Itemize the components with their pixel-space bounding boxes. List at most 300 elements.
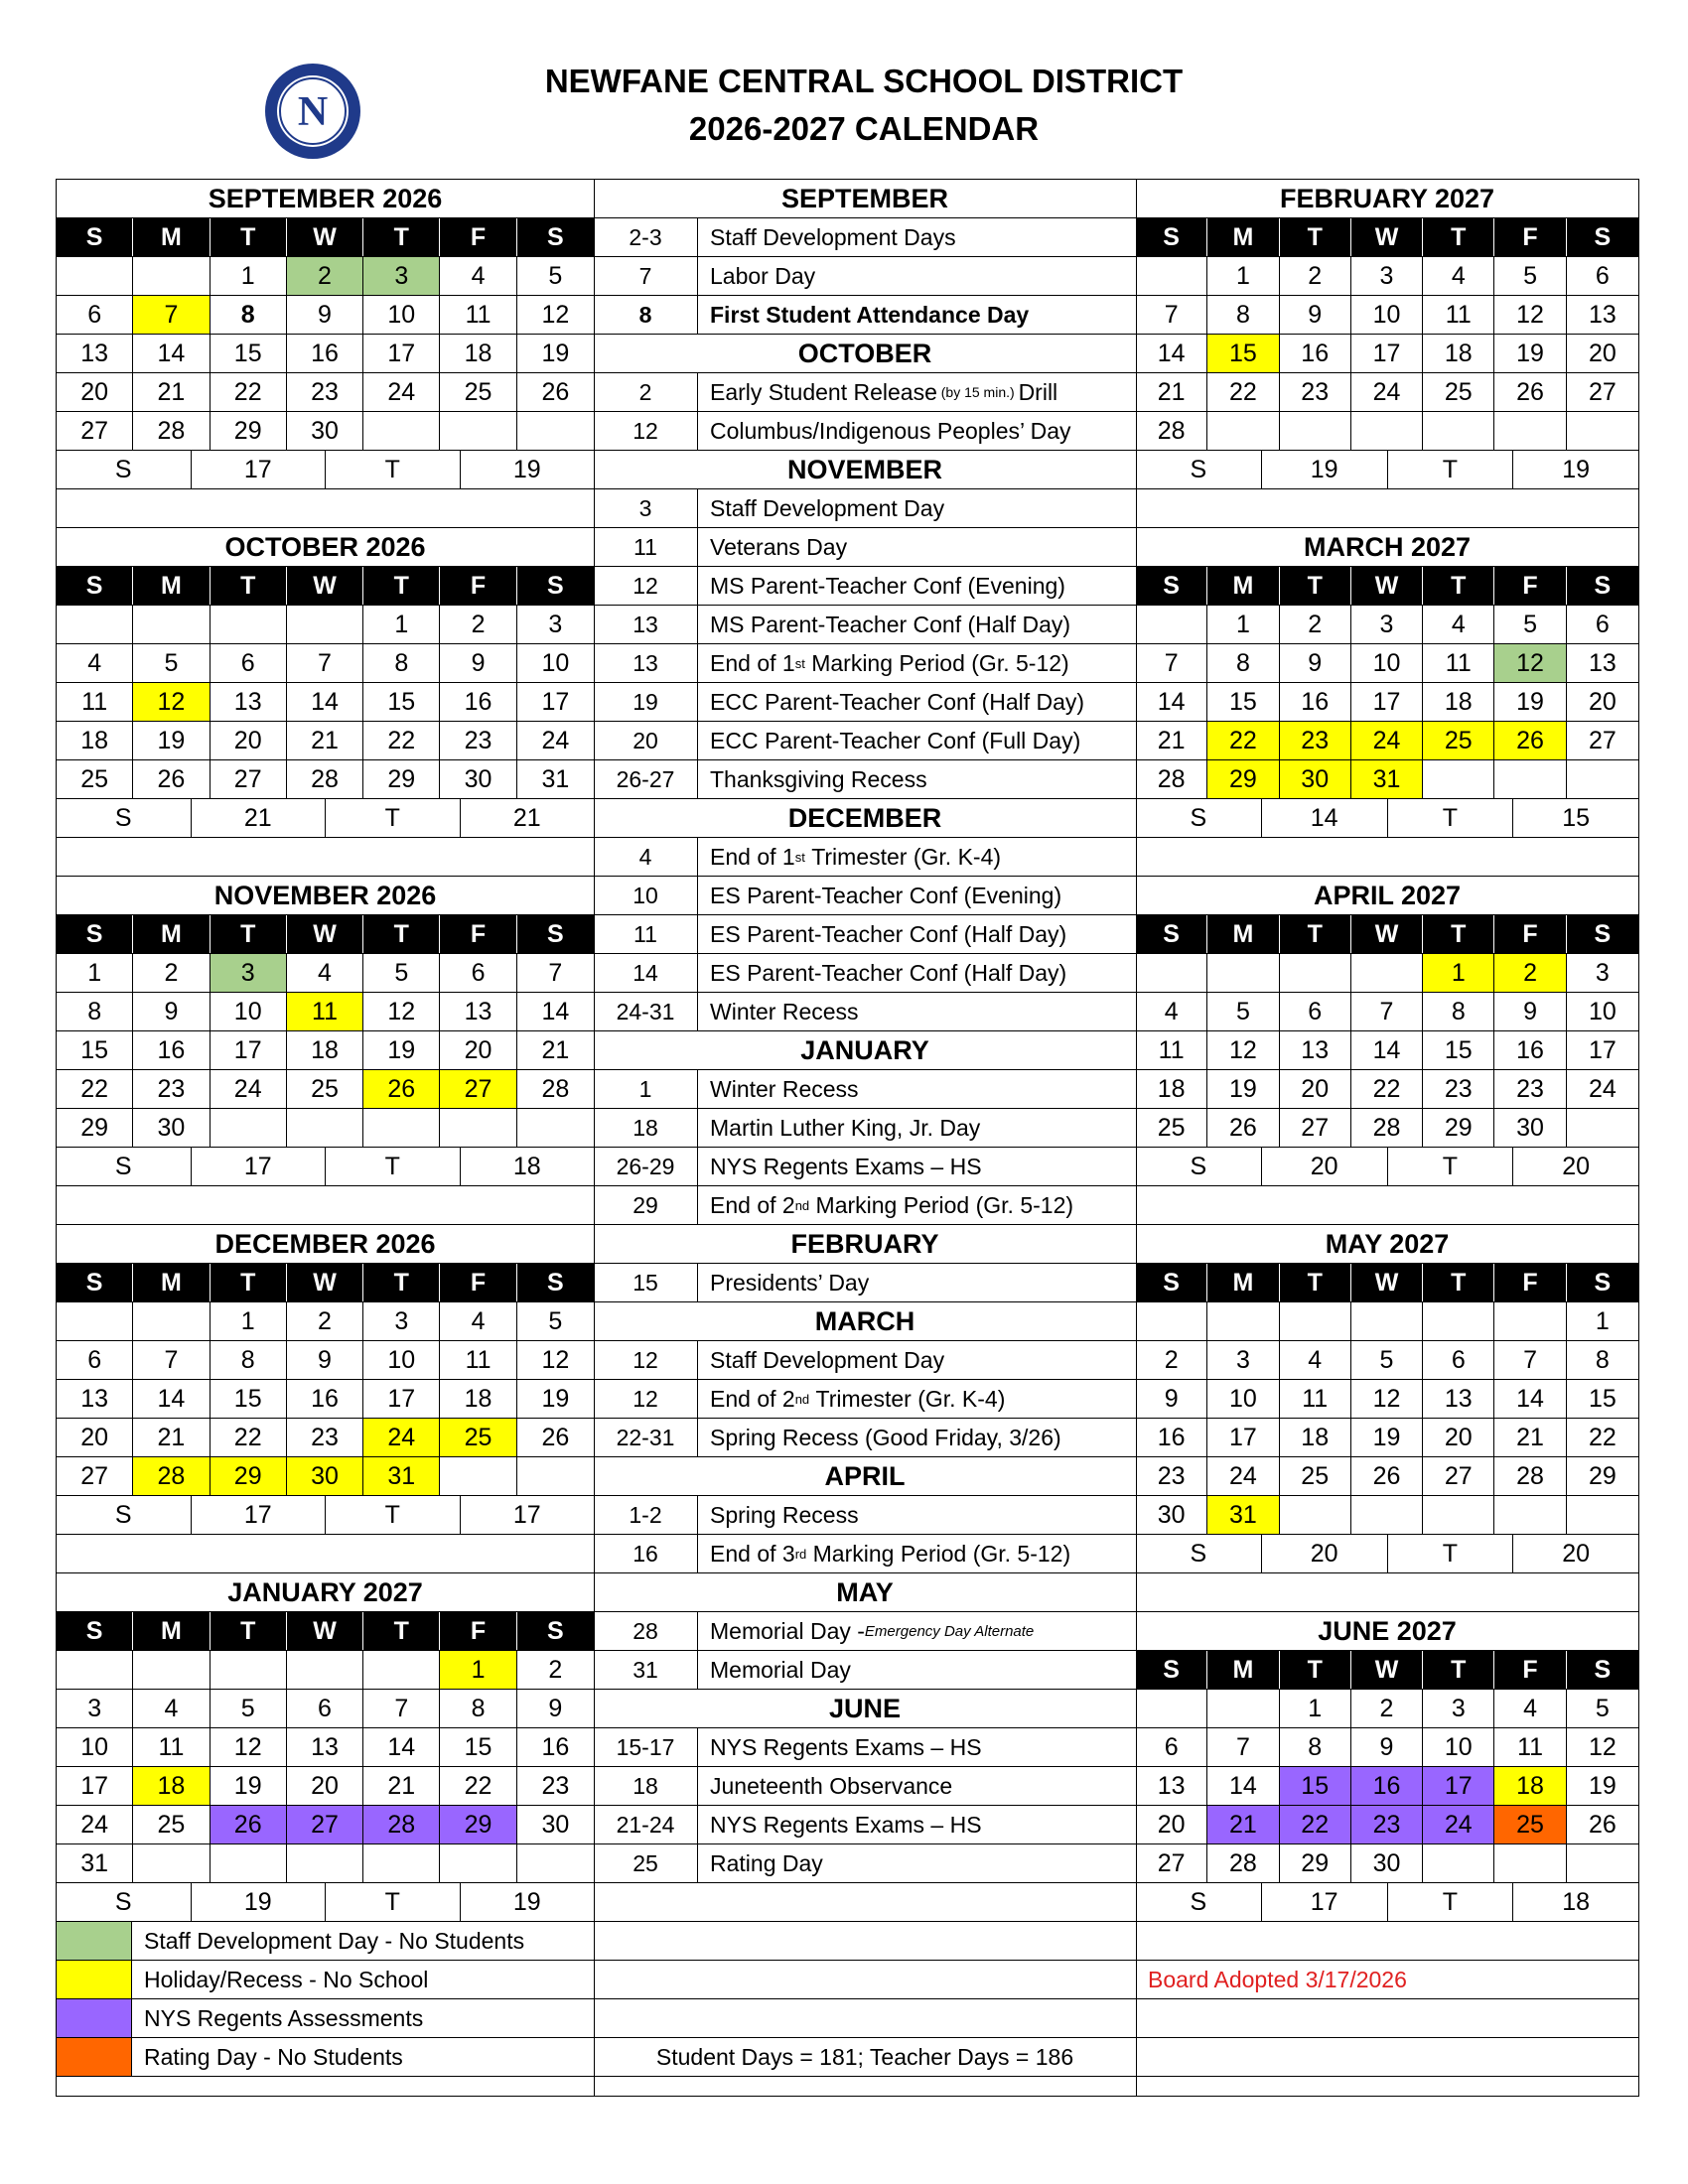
event-item bbox=[594, 1806, 1136, 1843]
day-cell: 16 bbox=[1494, 1031, 1566, 1069]
event-name bbox=[698, 1651, 1136, 1689]
day-cell: 17 bbox=[363, 1380, 440, 1418]
event-name bbox=[698, 1070, 1136, 1108]
event-item bbox=[594, 489, 1136, 527]
event-label: ECC Parent-Teacher Conf (Half Day) bbox=[710, 688, 1085, 715]
day-cell: 23 bbox=[1351, 1806, 1423, 1843]
weekday-cell: S bbox=[57, 1264, 133, 1301]
day-cell: 26 bbox=[211, 1806, 287, 1843]
legend-item bbox=[57, 1922, 594, 1960]
day-cell: 3 bbox=[1595, 959, 1610, 987]
week-grid bbox=[57, 373, 594, 411]
event-item bbox=[594, 683, 1136, 721]
day-cell: 26 bbox=[541, 1424, 570, 1451]
day-cell: 2 bbox=[287, 257, 363, 295]
day-cell: 28 bbox=[363, 1806, 440, 1843]
week-row bbox=[57, 412, 594, 451]
event-item bbox=[594, 606, 1136, 643]
day-cell: 1 bbox=[1423, 954, 1494, 992]
day-cell: 13 bbox=[1423, 1380, 1494, 1418]
month-title-text: OCTOBER 2026 bbox=[224, 532, 426, 562]
day-cell: 5 bbox=[1494, 606, 1566, 643]
event-row bbox=[594, 1806, 1136, 1844]
day-cell: 24 bbox=[1207, 1457, 1279, 1495]
event-label: Winter Recess bbox=[710, 998, 859, 1024]
week-grid bbox=[57, 644, 594, 682]
day-cell bbox=[363, 1109, 440, 1147]
weekday-cell: F bbox=[1494, 1264, 1566, 1301]
month-title bbox=[1136, 1612, 1638, 1651]
week-grid bbox=[57, 1109, 594, 1147]
weekday-cell: W bbox=[287, 567, 363, 605]
spacer-row bbox=[594, 1999, 1136, 2038]
event-row bbox=[594, 915, 1136, 954]
spacer-row bbox=[1136, 1186, 1638, 1225]
weekday-header bbox=[1136, 1264, 1638, 1302]
week-row bbox=[57, 993, 594, 1031]
day-cell: 19 bbox=[363, 1031, 440, 1069]
weekday-cell: W bbox=[1351, 567, 1423, 605]
day-cell: 7 bbox=[287, 644, 363, 682]
day-cell bbox=[1494, 1844, 1566, 1882]
day-cell: 24 bbox=[363, 1419, 440, 1456]
count-cell: T bbox=[1388, 799, 1514, 837]
day-cell: 13 bbox=[57, 1380, 133, 1418]
week-grid bbox=[1136, 1496, 1638, 1534]
event-item bbox=[594, 257, 1136, 295]
weekday-header bbox=[1136, 567, 1638, 606]
day-cell: 2 bbox=[1494, 954, 1566, 992]
day-cell: 15 bbox=[211, 335, 287, 372]
event-row bbox=[594, 528, 1136, 567]
week-grid bbox=[57, 1070, 594, 1108]
day-cell: 22 bbox=[211, 373, 287, 411]
page-subtitle: 2026-2027 CALENDAR bbox=[688, 110, 1040, 147]
day-cell: 24 bbox=[57, 1806, 133, 1843]
month-title-text: MAY 2027 bbox=[1325, 1229, 1450, 1259]
spacer-row bbox=[57, 489, 594, 528]
day-cell: 28 bbox=[133, 412, 210, 450]
event-month-heading: APRIL bbox=[824, 1460, 906, 1491]
weekday-cell: S bbox=[1567, 1651, 1638, 1689]
day-cell: 10 bbox=[1588, 998, 1617, 1025]
day-cell: 10 bbox=[57, 1728, 133, 1766]
day-cell: 14 bbox=[1207, 1767, 1279, 1805]
day-cell: 12 bbox=[1588, 1733, 1617, 1761]
day-cell: 20 bbox=[1588, 340, 1617, 367]
count-cell: S bbox=[57, 799, 192, 837]
day-cell: 25 bbox=[287, 1070, 363, 1108]
event-ordinal: rd bbox=[794, 1546, 807, 1562]
week-grid bbox=[57, 1302, 594, 1340]
spacer-row bbox=[57, 1535, 594, 1573]
day-cell: 3 bbox=[211, 954, 287, 992]
event-date: 31 bbox=[594, 1651, 698, 1689]
weekday-cell: F bbox=[1494, 567, 1566, 605]
svg-text:N: N bbox=[297, 89, 329, 135]
day-cell: 26 bbox=[1351, 1457, 1423, 1495]
event-row bbox=[594, 1070, 1136, 1109]
day-cell: 27 bbox=[1588, 727, 1617, 754]
day-cell: 8 bbox=[211, 296, 287, 334]
day-cell: 31 bbox=[1207, 1496, 1279, 1534]
day-cell: 23 bbox=[440, 722, 516, 759]
week-row bbox=[1136, 722, 1638, 760]
day-cell: 6 bbox=[1280, 993, 1351, 1030]
day-cell: 10 bbox=[1351, 296, 1423, 334]
day-cell: 30 bbox=[1494, 1109, 1566, 1147]
week-grid bbox=[57, 954, 594, 992]
legend-label: Rating Day - No Students bbox=[144, 2043, 403, 2070]
day-cell: 19 bbox=[1351, 1419, 1423, 1456]
day-cell: 30 bbox=[1136, 1496, 1207, 1534]
weekday-cell: S bbox=[57, 1612, 133, 1650]
event-item bbox=[594, 1186, 1136, 1224]
event-date: 8 bbox=[594, 296, 698, 334]
weekday-cell: T bbox=[363, 915, 440, 953]
weekday-row bbox=[57, 1612, 594, 1650]
week-row bbox=[1136, 1767, 1638, 1806]
week-row bbox=[1136, 335, 1638, 373]
day-cell: 14 bbox=[541, 998, 570, 1025]
day-cell bbox=[1567, 412, 1638, 450]
event-month-heading: DECEMBER bbox=[787, 802, 942, 833]
count-cell: T bbox=[326, 1148, 461, 1185]
day-cell: 2 bbox=[1280, 257, 1351, 295]
weekday-cell: S bbox=[1567, 218, 1638, 256]
day-cell: 23 bbox=[133, 1070, 210, 1108]
day-cell: 16 bbox=[287, 1380, 363, 1418]
event-item bbox=[594, 1728, 1136, 1766]
week-grid bbox=[57, 760, 594, 798]
legend-label: Staff Development Day - No Students bbox=[144, 1927, 525, 1954]
day-cell: 26 bbox=[541, 378, 570, 406]
day-cell bbox=[1494, 1302, 1566, 1340]
event-name bbox=[698, 1264, 1136, 1301]
day-cell bbox=[57, 1302, 133, 1340]
event-label: End of 2 bbox=[710, 1191, 795, 1218]
day-cell bbox=[1136, 954, 1207, 992]
weekday-cell: S bbox=[517, 218, 594, 256]
day-cell: 16 bbox=[1280, 683, 1351, 721]
event-name bbox=[698, 1535, 1136, 1572]
day-cell bbox=[1280, 954, 1351, 992]
week-row bbox=[1136, 606, 1638, 644]
event-month-heading: JANUARY bbox=[800, 1034, 929, 1065]
day-cell bbox=[211, 1844, 287, 1882]
day-counts-row bbox=[57, 1148, 594, 1185]
day-cell: 5 bbox=[363, 954, 440, 992]
weekday-header bbox=[57, 567, 594, 606]
day-cell: 31 bbox=[363, 1457, 440, 1495]
spacer-row bbox=[594, 1883, 1136, 1922]
day-cell: 9 bbox=[1494, 993, 1566, 1030]
day-cell: 30 bbox=[440, 760, 516, 798]
day-cell: 19 bbox=[211, 1767, 287, 1805]
week-row bbox=[57, 1457, 594, 1496]
week-grid bbox=[1136, 296, 1638, 334]
event-label: End of 3 bbox=[710, 1540, 795, 1567]
day-counts-row bbox=[57, 451, 594, 488]
event-row bbox=[594, 412, 1136, 451]
day-cell: 9 bbox=[440, 644, 516, 682]
day-cell: 9 bbox=[287, 296, 363, 334]
week-grid bbox=[57, 1767, 594, 1805]
day-cell: 1 bbox=[1280, 1690, 1351, 1727]
event-item bbox=[594, 1264, 1136, 1301]
week-row bbox=[57, 722, 594, 760]
day-cell bbox=[1351, 412, 1423, 450]
weekday-row bbox=[57, 218, 594, 256]
day-cell: 15 bbox=[1207, 335, 1279, 372]
day-cell: 22 bbox=[1207, 373, 1279, 411]
weekday-cell: T bbox=[1423, 1651, 1494, 1689]
month-title-text: APRIL 2027 bbox=[1313, 881, 1462, 910]
weekday-row bbox=[1136, 218, 1638, 256]
day-counts bbox=[57, 1148, 594, 1186]
count-cell: 20 bbox=[1262, 1535, 1388, 1572]
day-cell: 18 bbox=[133, 1767, 210, 1805]
day-cell: 8 bbox=[363, 644, 440, 682]
event-date: 12 bbox=[594, 412, 698, 450]
count-cell: 19 bbox=[192, 1883, 327, 1921]
day-cell: 5 bbox=[1207, 993, 1279, 1030]
event-item bbox=[594, 760, 1136, 798]
totals-text: Student Days = 181; Teacher Days = 186 bbox=[655, 2043, 1074, 2070]
event-name bbox=[698, 915, 1136, 953]
count-cell: T bbox=[1388, 451, 1514, 488]
event-date: 11 bbox=[594, 915, 698, 953]
month-title bbox=[57, 1573, 594, 1612]
day-counts-row bbox=[1136, 1535, 1638, 1572]
event-row bbox=[594, 489, 1136, 528]
event-row bbox=[594, 1419, 1136, 1457]
weekday-cell: S bbox=[57, 915, 133, 953]
event-row bbox=[594, 877, 1136, 915]
event-ordinal: nd bbox=[794, 1197, 810, 1213]
week-row bbox=[1136, 1496, 1638, 1535]
month-title bbox=[1136, 877, 1638, 915]
week-row bbox=[57, 1419, 594, 1457]
legend-row bbox=[57, 1961, 594, 1999]
weekday-cell: T bbox=[1423, 567, 1494, 605]
event-label-tail: Marking Period (Gr. 5-12) bbox=[804, 649, 1069, 676]
day-cell: 26 bbox=[1494, 722, 1566, 759]
day-cell: 5 bbox=[1351, 1341, 1423, 1379]
day-cell: 23 bbox=[541, 1772, 570, 1800]
weekday-cell: M bbox=[133, 218, 210, 256]
day-cell bbox=[211, 1109, 287, 1147]
day-cell: 28 bbox=[1351, 1109, 1423, 1147]
count-cell: 14 bbox=[1262, 799, 1388, 837]
event-section-header bbox=[594, 1031, 1136, 1070]
week-grid bbox=[1136, 954, 1638, 992]
event-date: 13 bbox=[594, 644, 698, 682]
day-cell bbox=[287, 1844, 363, 1882]
event-section-header bbox=[594, 180, 1136, 218]
event-date: 3 bbox=[594, 489, 698, 527]
day-cell: 13 bbox=[1280, 1031, 1351, 1069]
day-cell: 5 bbox=[548, 1307, 563, 1335]
event-date: 13 bbox=[594, 606, 698, 643]
day-cell: 6 bbox=[57, 1341, 133, 1379]
event-date: 7 bbox=[594, 257, 698, 295]
event-date: 21-24 bbox=[594, 1806, 698, 1843]
right-month-column bbox=[1136, 180, 1638, 2096]
weekday-header bbox=[57, 1612, 594, 1651]
day-cell: 12 bbox=[1351, 1380, 1423, 1418]
week-row bbox=[57, 1109, 594, 1148]
count-cell: 21 bbox=[192, 799, 327, 837]
event-label: End of 1 bbox=[710, 649, 795, 676]
day-cell bbox=[1423, 1302, 1494, 1340]
week-row bbox=[57, 296, 594, 335]
event-label: Staff Development Day bbox=[710, 1346, 945, 1373]
event-label: NYS Regents Exams – HS bbox=[710, 1811, 982, 1838]
event-label: ECC Parent-Teacher Conf (Full Day) bbox=[710, 727, 1081, 753]
spacer-row bbox=[1136, 489, 1638, 528]
day-cell bbox=[440, 412, 516, 450]
day-counts-row bbox=[57, 1883, 594, 1921]
day-cell: 15 bbox=[1423, 1031, 1494, 1069]
month-title-text: SEPTEMBER 2026 bbox=[208, 184, 443, 213]
day-cell: 6 bbox=[211, 644, 287, 682]
event-label: Juneteenth Observance bbox=[710, 1772, 953, 1799]
day-cell: 31 bbox=[1351, 760, 1423, 798]
day-cell: 11 bbox=[57, 683, 133, 721]
day-cell: 12 bbox=[211, 1728, 287, 1766]
month-title-text: DECEMBER 2026 bbox=[214, 1229, 436, 1259]
event-item bbox=[594, 993, 1136, 1030]
event-section-header bbox=[594, 799, 1136, 838]
day-cell bbox=[57, 257, 133, 295]
event-label-tail: Marking Period (Gr. 5-12) bbox=[809, 1191, 1074, 1218]
week-row bbox=[1136, 1806, 1638, 1844]
event-label-tail: Marking Period (Gr. 5-12) bbox=[806, 1540, 1071, 1567]
event-name bbox=[698, 1844, 1136, 1882]
weekday-header bbox=[1136, 218, 1638, 257]
event-row bbox=[594, 296, 1136, 335]
event-italic-note: Emergency Day Alternate bbox=[864, 1622, 1035, 1640]
left-month-column bbox=[57, 180, 595, 2096]
day-cell: 30 bbox=[133, 1109, 210, 1147]
event-name bbox=[698, 954, 1136, 992]
legend-row bbox=[57, 2038, 594, 2077]
day-cell: 28 bbox=[1136, 412, 1207, 450]
legend-swatch bbox=[57, 1999, 132, 2037]
weekday-header bbox=[57, 218, 594, 257]
day-cell: 13 bbox=[1588, 649, 1617, 677]
event-row bbox=[594, 1186, 1136, 1225]
week-row bbox=[57, 1728, 594, 1767]
spacer-row bbox=[57, 838, 594, 877]
legend-label: NYS Regents Assessments bbox=[144, 2004, 424, 2031]
month-title-text: FEBRUARY 2027 bbox=[1279, 184, 1495, 213]
week-row bbox=[57, 1302, 594, 1341]
page-title: NEWFANE CENTRAL SCHOOL DISTRICT bbox=[544, 63, 1184, 99]
count-cell: S bbox=[1136, 1535, 1262, 1572]
day-cell: 4 bbox=[440, 1302, 516, 1340]
day-cell: 1 bbox=[1595, 1307, 1610, 1335]
event-date: 26-29 bbox=[594, 1148, 698, 1185]
event-row bbox=[594, 1148, 1136, 1186]
event-label: ES Parent-Teacher Conf (Evening) bbox=[710, 882, 1062, 908]
event-label: Veterans Day bbox=[710, 533, 848, 560]
week-grid bbox=[57, 1728, 594, 1766]
week-grid bbox=[1136, 1031, 1638, 1069]
day-cell: 18 bbox=[1280, 1419, 1351, 1456]
event-date: 19 bbox=[594, 683, 698, 721]
event-section-header bbox=[594, 1302, 1136, 1341]
day-cell: 7 bbox=[548, 959, 563, 987]
week-row bbox=[57, 1341, 594, 1380]
count-cell: T bbox=[1388, 1148, 1514, 1185]
day-cell: 12 bbox=[541, 301, 570, 329]
day-cell: 18 bbox=[1423, 335, 1494, 372]
day-cell: 11 bbox=[1136, 1031, 1207, 1069]
event-label: NYS Regents Exams – HS bbox=[710, 1733, 982, 1760]
event-name bbox=[698, 489, 1136, 527]
day-cell bbox=[1494, 412, 1566, 450]
day-cell: 11 bbox=[1423, 644, 1494, 682]
day-cell: 27 bbox=[57, 1457, 133, 1495]
day-cell bbox=[1567, 1844, 1638, 1882]
week-grid bbox=[57, 1806, 594, 1843]
count-cell: 18 bbox=[512, 1153, 541, 1180]
day-cell: 8 bbox=[57, 993, 133, 1030]
week-row bbox=[57, 1651, 594, 1690]
day-cell: 1 bbox=[1207, 606, 1279, 643]
day-counts-row bbox=[57, 1496, 594, 1534]
count-cell: S bbox=[57, 1148, 192, 1185]
event-item bbox=[594, 1535, 1136, 1572]
count-cell: T bbox=[326, 1883, 461, 1921]
week-row bbox=[57, 1844, 594, 1883]
day-cell: 3 bbox=[1351, 606, 1423, 643]
count-cell: 19 bbox=[512, 456, 541, 483]
day-cell bbox=[287, 1651, 363, 1689]
count-cell: 19 bbox=[512, 1888, 541, 1916]
day-cell: 20 bbox=[57, 373, 133, 411]
event-row bbox=[594, 1380, 1136, 1419]
count-cell: S bbox=[1136, 1883, 1262, 1921]
weekday-cell: S bbox=[57, 218, 133, 256]
event-name bbox=[698, 412, 1136, 450]
event-item bbox=[594, 644, 1136, 682]
month-title bbox=[1136, 1225, 1638, 1264]
day-cell: 5 bbox=[548, 262, 563, 290]
weekday-header bbox=[1136, 915, 1638, 954]
week-grid bbox=[1136, 1728, 1638, 1766]
day-cell: 17 bbox=[211, 1031, 287, 1069]
day-cell: 7 bbox=[1207, 1728, 1279, 1766]
event-row bbox=[594, 683, 1136, 722]
day-cell: 5 bbox=[133, 644, 210, 682]
week-row bbox=[1136, 683, 1638, 722]
weekday-cell: F bbox=[1494, 218, 1566, 256]
day-cell: 28 bbox=[1136, 760, 1207, 798]
day-cell bbox=[517, 412, 594, 450]
event-label: End of 2 bbox=[710, 1385, 795, 1412]
week-row bbox=[1136, 993, 1638, 1031]
day-cell: 21 bbox=[541, 1036, 570, 1064]
event-row bbox=[594, 760, 1136, 799]
day-cell: 5 bbox=[1494, 257, 1566, 295]
week-row bbox=[57, 644, 594, 683]
day-cell: 13 bbox=[287, 1728, 363, 1766]
event-date: 4 bbox=[594, 838, 698, 876]
day-cell: 20 bbox=[1423, 1419, 1494, 1456]
